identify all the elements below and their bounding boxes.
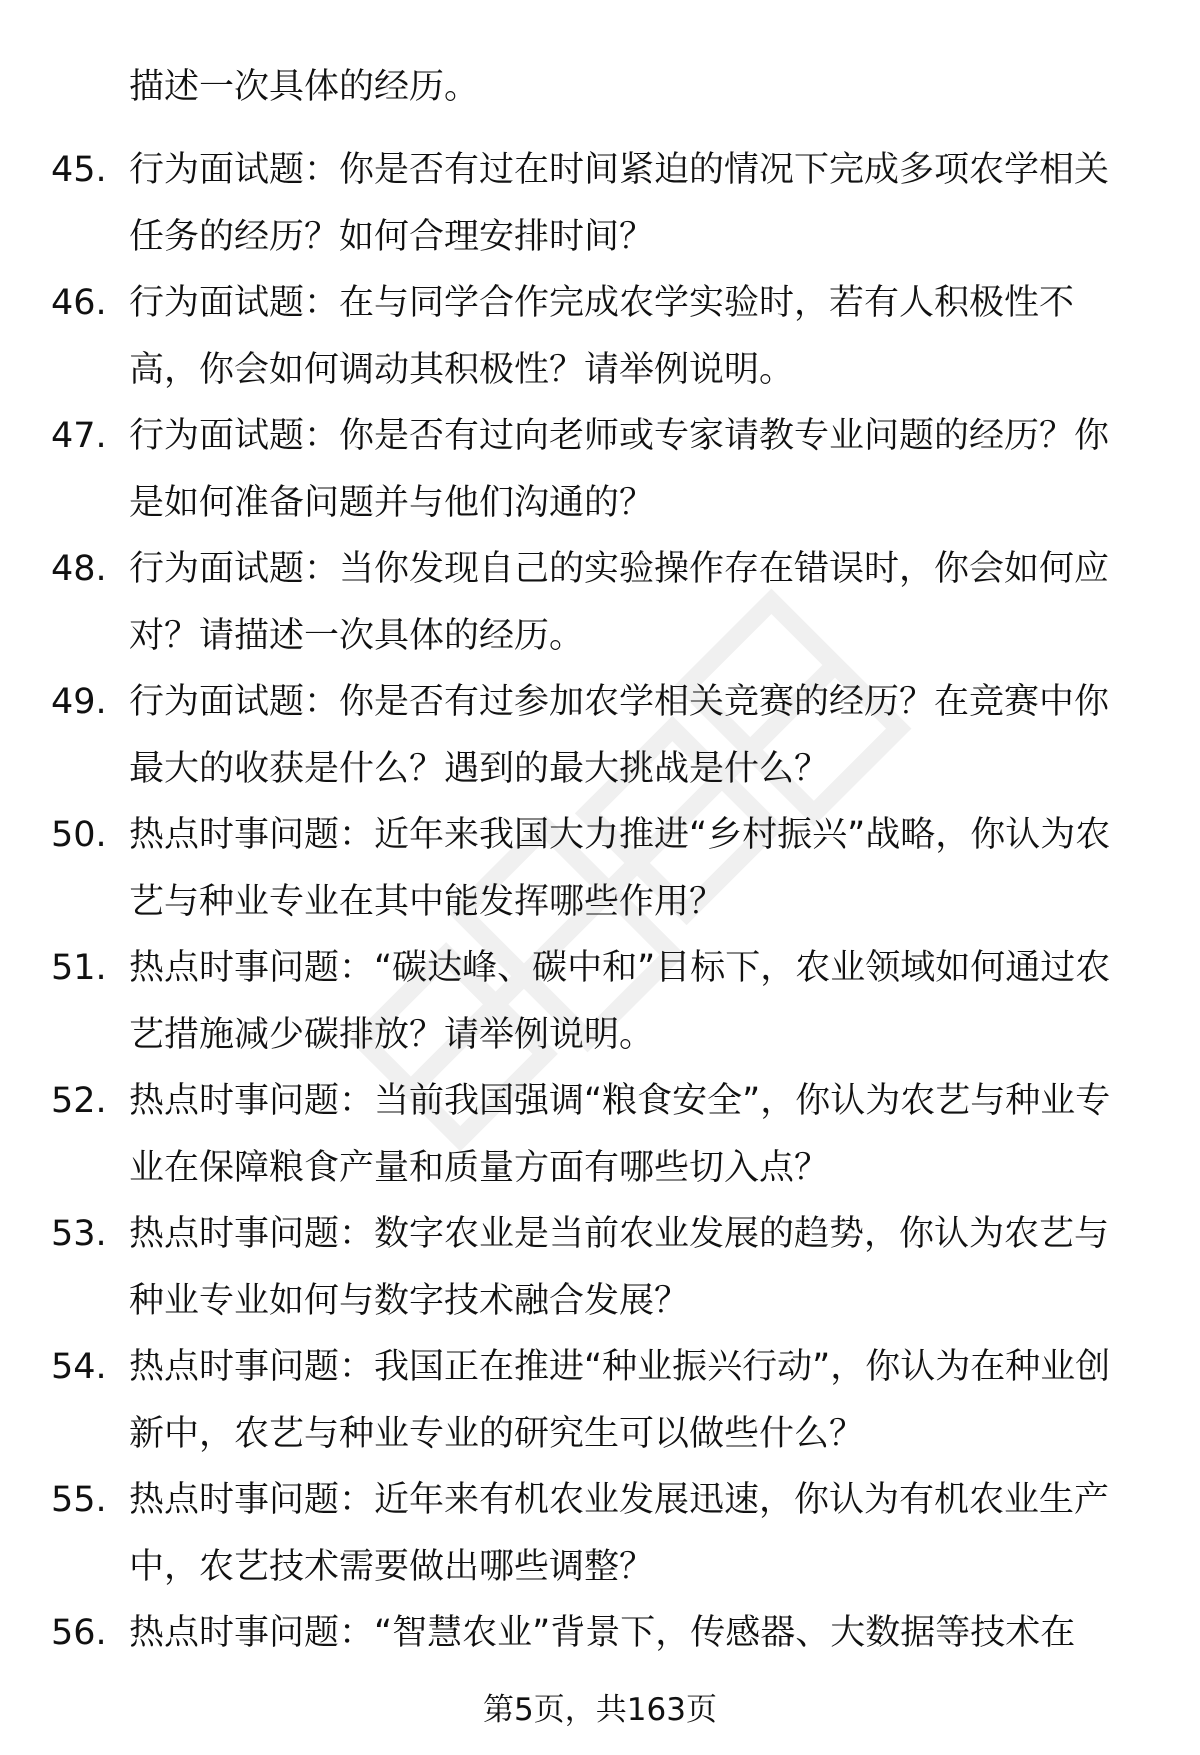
- question-number: 56.: [51, 1613, 107, 1653]
- question-text: 热点时事问题：当前我国强调“粮食安全”，你认为农艺与种业专业在保障粮食产量和质量方面有哪些切入点？: [129, 1081, 1111, 1188]
- question-item: [0, 1467, 1200, 1600]
- question-text: 行为面试题：你是否有过在时间紧迫的情况下完成多项农学相关任务的经历？如何合理安排时间？: [129, 150, 1110, 257]
- question-item: [0, 935, 1200, 1068]
- question-item: [0, 669, 1200, 802]
- question-list: [0, 137, 1200, 1733]
- question-number: 46.: [51, 283, 107, 323]
- question-text: 热点时事问题：“智慧农业”背景下，传感器、大数据等技术在: [129, 1613, 1076, 1653]
- question-item: [0, 1068, 1200, 1201]
- question-item: [0, 536, 1200, 669]
- question-number: 54.: [51, 1347, 107, 1387]
- question-number: 48.: [51, 549, 107, 589]
- question-number: 49.: [51, 682, 107, 722]
- question-text: 行为面试题：在与同学合作完成农学实验时，若有人积极性不高，你会如何调动其积极性？请举例说明。: [129, 283, 1075, 390]
- question-text: 行为面试题：你是否有过参加农学相关竞赛的经历？在竞赛中你最大的收获是什么？遇到的最大挑战是什么？: [129, 682, 1110, 789]
- question-number: 55.: [51, 1480, 107, 1520]
- question-text: 热点时事问题：近年来我国大力推进“乡村振兴”战略，你认为农艺与种业专业在其中能发挥哪些作用？: [129, 815, 1111, 922]
- question-item: [0, 137, 1200, 270]
- page-footer: 第5页，共163页: [483, 1692, 717, 1728]
- question-item: [0, 1334, 1200, 1467]
- question-text: 热点时事问题：近年来有机农业发展迅速，你认为有机农业生产中，农艺技术需要做出哪些调整？: [129, 1480, 1110, 1587]
- question-item: [0, 403, 1200, 536]
- question-text: 热点时事问题：“碳达峰、碳中和”目标下，农业领域如何通过农艺措施减少碳排放？请举例说明。: [129, 948, 1111, 1055]
- question-text: 行为面试题：当你发现自己的实验操作存在错误时，你会如何应对？请描述一次具体的经历。: [129, 549, 1110, 656]
- question-text: 热点时事问题：数字农业是当前农业发展的趋势，你认为农艺与种业专业如何与数字技术融合发展？: [129, 1214, 1110, 1321]
- question-item: [0, 802, 1200, 935]
- continued-text: 描述一次具体的经历。: [129, 67, 480, 107]
- question-text: 行为面试题：你是否有过向老师或专家请教专业问题的经历？你是如何准备问题并与他们沟通的？: [129, 416, 1110, 523]
- question-number: 53.: [51, 1214, 107, 1254]
- question-number: 45.: [51, 150, 107, 190]
- question-text: 热点时事问题：我国正在推进“种业振兴行动”，你认为在种业创新中，农艺与种业专业的研究生可以做些什么？: [129, 1347, 1111, 1454]
- question-number: 52.: [51, 1081, 107, 1121]
- question-number: 50.: [51, 815, 107, 855]
- question-number: 51.: [51, 948, 107, 988]
- question-item: [0, 1201, 1200, 1334]
- question-number: 47.: [51, 416, 107, 456]
- question-item: [0, 270, 1200, 403]
